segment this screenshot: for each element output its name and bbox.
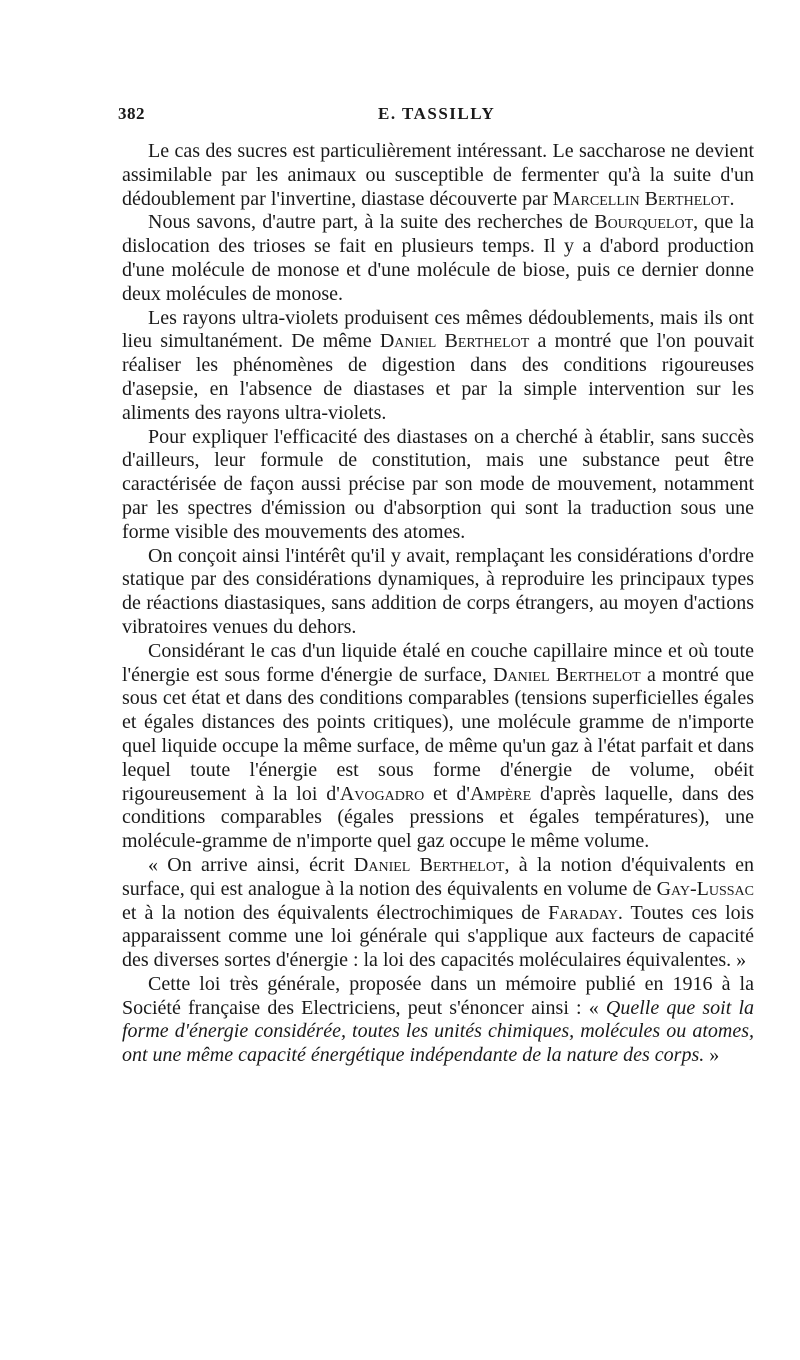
body-text <box>122 140 754 1068</box>
page-header <box>118 104 748 128</box>
paragraph-1: Le cas des sucres est particulièrement intéressant. Le saccharose ne devient assimilable par les animaux ou susceptible de fermenter qu'à la suite d'un dédoublement par l'invertine, diastase découverte par Marcellin Berthelot. <box>122 140 754 210</box>
paragraph-5: On conçoit ainsi l'intérêt qu'il y avait, remplaçant les considérations d'ordre statique par des considérations dynamiques, à reproduire les principaux types de réactions diastasiques, sans addition de corps étrangers, au moyen d'actions vibratoires venues du dehors. <box>122 544 754 638</box>
paragraph-6: Considérant le cas d'un liquide étalé en couche capillaire mince et où toute l'énergie est sous forme d'énergie de surface, Daniel Berthelot a montré que sous cet état et dans des conditions comparables (tensions superficielles égales et égales distances des points critiques), une molécule gramme de n'importe quel liquide occupe la même surface, de même qu'un gaz à l'état parfait et dans lequel toute l'énergie est sous forme d'énergie de volume, obéit rigoureusement à la loi d'Avogadro et d'Ampère d'après laquelle, dans des conditions comparables (égales pressions et égales températures), une molécule-gramme de n'importe quel gaz occupe le même volume. <box>122 639 755 853</box>
paragraph-4: Pour expliquer l'efficacité des diastases on a cherché à établir, sans succès d'ailleurs, leur formule de constitution, mais une substance peut être caractérisée de façon aussi précise par son mode de mouvement, notamment par les spectres d'émission ou d'absorption qui sont la traduction sous une forme visible des mouvements des atomes. <box>122 425 754 543</box>
page-number: 382 <box>118 104 145 123</box>
paragraph-2: Nous savons, d'autre part, à la suite des recherches de Bourquelot, que la dislocation des trioses se fait en plusieurs temps. Il y a d'abord production d'une molécule de monose et d'une molécule de biose, puis ce dernier donne deux molécules de monose. <box>122 211 754 305</box>
italic-quote: Quelle que soit la forme d'énergie considérée, toutes les unités chimiques, molécules ou atomes, ont une même capacité énergétique indépendante de la nature des corps. <box>122 996 755 1067</box>
paragraph-7-quote: « On arrive ainsi, écrit Daniel Berthelot, à la notion d'équivalents en surface, qui est analogue à la notion des équivalents en volume de Gay-Lussac et à la notion des équivalents électrochimiques de Faraday. Toutes ces lois apparaissent comme une loi générale qui s'applique aux facteurs de capacité des diverses sortes d'énergie : la loi des capacités moléculaires équivalentes. » <box>122 853 755 972</box>
running-head: E. TASSILLY <box>378 104 496 123</box>
paragraph-8: Cette loi très générale, proposée dans un mémoire publié en 1916 à la Société française des Electriciens, peut s'énoncer ainsi : « Quelle que soit la forme d'énergie considérée, toutes les unités chimiques, molécules ou atomes, ont une même capacité énergétique indépendante de la nature des corps. » <box>122 972 755 1067</box>
paragraph-3: Les rayons ultra-violets produisent ces mêmes dédoublements, mais ils ont lieu simultanément. De même Daniel Berthelot a montré que l'on pouvait réaliser les phénomènes de digestion dans des conditions rigoureuses d'asepsie, en l'absence de diastases et par la simple intervention sur les aliments des rayons ultra-violets. <box>122 306 755 424</box>
